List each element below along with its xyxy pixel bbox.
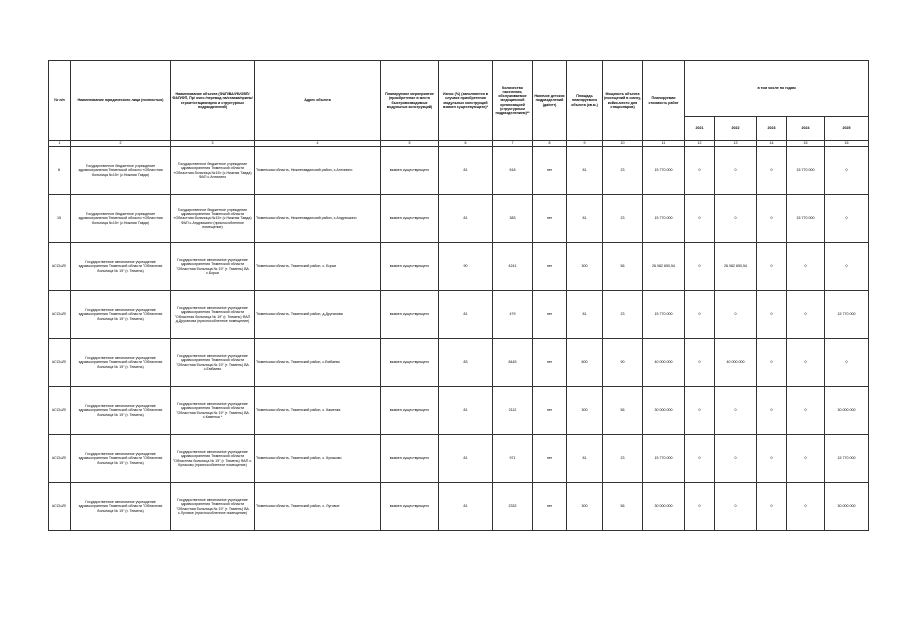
table-row — [49, 483, 869, 531]
year-2023-cell: 0 — [757, 147, 787, 195]
column-number: 4 — [255, 141, 381, 147]
planned-measure-cell: взамен существующего — [381, 291, 439, 339]
address-cell: Тюменская область, Тюменский район, с.Ембаево — [255, 339, 381, 387]
capacity-cell: 23 — [603, 147, 643, 195]
header-year-2024: 2024 — [787, 117, 825, 141]
year-2022-cell: 40 000 000 — [715, 339, 757, 387]
header-planned-measure: Планируемое мероприятие (приобретение в место быстровозводимых модульных конструкций) — [381, 61, 439, 141]
table-row — [49, 387, 869, 435]
population-cell: 8445 — [493, 339, 533, 387]
planned-measure-cell: взамен существующего — [381, 195, 439, 243]
year-2021-cell: 0 — [685, 195, 715, 243]
capacity-cell: 90 — [603, 339, 643, 387]
year-2024-cell: 15 770 000 — [787, 147, 825, 195]
header-children: Наличие детских подразделений (да/нет) — [533, 61, 567, 141]
year-2023-cell: 0 — [757, 243, 787, 291]
cost-cell: 40 000 000 — [643, 339, 685, 387]
column-number: 3 — [171, 141, 255, 147]
year-2025-cell: 30 000 000 — [825, 483, 869, 531]
planned-measure-cell: взамен существующего — [381, 243, 439, 291]
year-2023-cell: 0 — [757, 195, 787, 243]
year-2021-cell: 0 — [685, 483, 715, 531]
table-row — [49, 195, 869, 243]
object-name-cell: Государственное бюджетное учреждение здравоохранения Тюменской области «Областная больница №15» (с.Нижняя Тавда) ФАП с.Антипино — [171, 147, 255, 195]
object-name-cell: Государственное автономное учреждение здравоохранения Тюменской области "Областная больница № 19" (г. Тюмень) ВА с.Луговое (приспособленное помещение) — [171, 483, 255, 531]
wear-cell: 83 — [439, 339, 493, 387]
year-2025-cell: 0 — [825, 243, 869, 291]
header-by-years: в том числе по годам — [685, 61, 869, 117]
year-2022-cell: 0 — [715, 147, 757, 195]
year-2021-cell: 0 — [685, 387, 715, 435]
wear-cell: 81 — [439, 147, 493, 195]
table-row — [49, 339, 869, 387]
population-cell: 4241 — [493, 243, 533, 291]
year-2021-cell: 0 — [685, 147, 715, 195]
population-cell: 2332 — [493, 483, 533, 531]
investment-table — [48, 60, 869, 531]
header-object-name: Наименование объекта (ФАП/ВА/УБ/ОВП/ФАП/ФП, Пр/ очно /перевод на/ставка/прием/строит/стационарно и структурных подразделений) — [171, 61, 255, 141]
legal-entity-cell: Государственное бюджетное учреждение здравоохранения Тюменской области «Областная больница №15» (с.Нижняя Тавда) — [71, 147, 171, 195]
cost-cell: 15 770 000 — [643, 195, 685, 243]
cost-cell: 15 770 000 — [643, 147, 685, 195]
year-2021-cell: 0 — [685, 339, 715, 387]
object-name-cell: Государственное автономное учреждение здравоохранения Тюменской области "Областная больница № 19" (г. Тюмень) ФАП с. Кулаково (приспособленное помещение) — [171, 435, 255, 483]
header-year-2021: 2021 — [685, 117, 715, 141]
population-cell: 383 — [493, 195, 533, 243]
row-number: #ССЫЛ! — [49, 243, 71, 291]
capacity-cell: 23 — [603, 291, 643, 339]
year-2021-cell: 0 — [685, 435, 715, 483]
column-number: 13 — [715, 141, 757, 147]
capacity-cell: 56 — [603, 387, 643, 435]
year-2023-cell: 0 — [757, 339, 787, 387]
year-2023-cell: 0 — [757, 435, 787, 483]
legal-entity-cell: Государственное бюджетное учреждение здравоохранения Тюменской области «Областная больница №15» (с.Нижняя Тавда) — [71, 195, 171, 243]
year-2022-cell: 0 — [715, 195, 757, 243]
year-2024-cell: 0 — [787, 243, 825, 291]
year-2024-cell: 0 — [787, 435, 825, 483]
header-wear: Износ (%) (заполняется в случаях приобретения модульных конструкций взамен существующего)* — [439, 61, 493, 141]
children-cell: нет — [533, 483, 567, 531]
cost-cell: 30 000 000 — [643, 483, 685, 531]
children-cell: нет — [533, 339, 567, 387]
header-area: Площадь планируемого объекта (кв.м.) — [567, 61, 603, 141]
population-cell: 971 — [493, 435, 533, 483]
header-cost: Планируемая стоимость работ — [643, 61, 685, 141]
year-2024-cell: 0 — [787, 339, 825, 387]
wear-cell: 81 — [439, 483, 493, 531]
column-number: 15 — [787, 141, 825, 147]
table-body — [49, 147, 869, 531]
capacity-cell: 23 — [603, 195, 643, 243]
table-row — [49, 243, 869, 291]
object-name-cell: Государственное бюджетное учреждение здравоохранения Тюменской области «Областная больница №15» (с.Нижняя Тавда) ФАП с.Андрюшино (приспособленное помещение) — [171, 195, 255, 243]
column-number: 12 — [685, 141, 715, 147]
legal-entity-cell: Государственное автономное учреждение здравоохранения Тюменской области "Областная больница № 19" (г. Тюмень) — [71, 387, 171, 435]
column-number: 1 — [49, 141, 71, 147]
column-number: 5 — [381, 141, 439, 147]
capacity-cell: 23 — [603, 435, 643, 483]
area-cell: 600 — [567, 339, 603, 387]
population-cell: 2112 — [493, 387, 533, 435]
wear-cell: 81 — [439, 435, 493, 483]
year-2023-cell: 0 — [757, 387, 787, 435]
year-2022-cell: 0 — [715, 387, 757, 435]
year-2021-cell: 0 — [685, 291, 715, 339]
children-cell: нет — [533, 387, 567, 435]
column-number: 14 — [757, 141, 787, 147]
year-2024-cell: 15 770 000 — [787, 195, 825, 243]
legal-entity-cell: Государственное автономное учреждение здравоохранения Тюменской области "Областная больница № 19" (г. Тюмень) — [71, 243, 171, 291]
legal-entity-cell: Государственное автономное учреждение здравоохранения Тюменской области "Областная больница № 19" (г. Тюмень) — [71, 339, 171, 387]
wear-cell: 90 — [439, 243, 493, 291]
area-cell: 300 — [567, 243, 603, 291]
children-cell: нет — [533, 291, 567, 339]
column-number: 9 — [567, 141, 603, 147]
children-cell: нет — [533, 243, 567, 291]
cost-cell: 15 770 000 — [643, 435, 685, 483]
address-cell: Тюменская область, Тюменский район, д.Друганова — [255, 291, 381, 339]
year-2022-cell: 26 082 650,54 — [715, 243, 757, 291]
row-number: #ССЫЛ! — [49, 483, 71, 531]
planned-measure-cell: взамен существующего — [381, 147, 439, 195]
row-number: #ССЫЛ! — [49, 339, 71, 387]
header-year-2022: 2022 — [715, 117, 757, 141]
address-cell: Тюменская область, Нижнетавдинский район, с.Андрюшино — [255, 195, 381, 243]
year-2023-cell: 0 — [757, 483, 787, 531]
column-number: 7 — [493, 141, 533, 147]
year-2024-cell: 0 — [787, 387, 825, 435]
object-name-cell: Государственное автономное учреждение здравоохранения Тюменской области "Областная больница № 19" (г. Тюмень) ФАП д.Друганова (приспособленное помещение) — [171, 291, 255, 339]
address-cell: Тюменская область, Тюменский район, с. Борки — [255, 243, 381, 291]
address-cell: Тюменская область, Тюменский район, с. Луговое — [255, 483, 381, 531]
year-2022-cell: 0 — [715, 435, 757, 483]
children-cell: нет — [533, 147, 567, 195]
year-2025-cell: 30 000 000 — [825, 387, 869, 435]
column-number: 16 — [825, 141, 869, 147]
area-cell: 300 — [567, 483, 603, 531]
wear-cell: 81 — [439, 291, 493, 339]
column-number: 8 — [533, 141, 567, 147]
header-population: Количество населения, обслуживаемое медицинской организацией (структурным подразделением)** — [493, 61, 533, 141]
planned-measure-cell: взамен существующего — [381, 483, 439, 531]
planned-measure-cell: взамен существующего — [381, 435, 439, 483]
population-cell: 618 — [493, 147, 533, 195]
wear-cell: 81 — [439, 195, 493, 243]
address-cell: Тюменская область, Тюменский район, с. Кулаково — [255, 435, 381, 483]
row-number: #ССЫЛ! — [49, 291, 71, 339]
header-year-2025: 2025 — [825, 117, 869, 141]
header-num: № п/п — [49, 61, 71, 141]
table-row — [49, 435, 869, 483]
year-2022-cell: 0 — [715, 291, 757, 339]
year-2025-cell: 0 — [825, 147, 869, 195]
area-cell: 300 — [567, 387, 603, 435]
object-name-cell: Государственное автономное учреждение здравоохранения Тюменской области "Областная больница № 19" (г. Тюмень) ВА с.Каменка * — [171, 387, 255, 435]
column-number: 2 — [71, 141, 171, 147]
cost-cell: 26 082 650,54 — [643, 243, 685, 291]
year-2021-cell: 0 — [685, 243, 715, 291]
wear-cell: 81 — [439, 387, 493, 435]
area-cell: 81 — [567, 435, 603, 483]
year-2024-cell: 0 — [787, 291, 825, 339]
planned-measure-cell: взамен существующего — [381, 387, 439, 435]
year-2022-cell: 0 — [715, 483, 757, 531]
legal-entity-cell: Государственное автономное учреждение здравоохранения Тюменской области "Областная больница № 19" (г. Тюмень) — [71, 435, 171, 483]
year-2025-cell: 0 — [825, 195, 869, 243]
header-row — [49, 61, 869, 117]
row-number: 15 — [49, 195, 71, 243]
object-name-cell: Государственное автономное учреждение здравоохранения Тюменской области "Областная больница № 19" (г. Тюмень) ВА с.Ембаево — [171, 339, 255, 387]
year-2023-cell: 0 — [757, 291, 787, 339]
column-number: 6 — [439, 141, 493, 147]
header-capacity: Мощность объекта (посещений в смену, койко-место для стационаров) — [603, 61, 643, 141]
object-name-cell: Государственное автономное учреждение здравоохранения Тюменской области "Областная больница № 19" (г. Тюмень) ВА с.Борки — [171, 243, 255, 291]
capacity-cell: 56 — [603, 243, 643, 291]
year-2025-cell: 15 770 000 — [825, 435, 869, 483]
area-cell: 81 — [567, 291, 603, 339]
cost-cell: 15 770 000 — [643, 291, 685, 339]
table-row — [49, 147, 869, 195]
area-cell: 81 — [567, 147, 603, 195]
address-cell: Тюменская область, Нижнетавдинский район, с.Антипино — [255, 147, 381, 195]
table-row — [49, 291, 869, 339]
year-2025-cell: 0 — [825, 339, 869, 387]
children-cell: нет — [533, 195, 567, 243]
year-2025-cell: 15 770 000 — [825, 291, 869, 339]
row-number: 8 — [49, 147, 71, 195]
planned-measure-cell: взамен существующего — [381, 339, 439, 387]
row-number: #ССЫЛ! — [49, 435, 71, 483]
header-address: Адрес объекта — [255, 61, 381, 141]
header-legal-entity: Наименование юридического лица (полностью) — [71, 61, 171, 141]
legal-entity-cell: Государственное автономное учреждение здравоохранения Тюменской области "Областная больница № 19" (г. Тюмень) — [71, 483, 171, 531]
children-cell: нет — [533, 435, 567, 483]
cost-cell: 30 000 000 — [643, 387, 685, 435]
area-cell: 81 — [567, 195, 603, 243]
year-2024-cell: 0 — [787, 483, 825, 531]
legal-entity-cell: Государственное автономное учреждение здравоохранения Тюменской области "Областная больница № 19" (г. Тюмень) — [71, 291, 171, 339]
capacity-cell: 56 — [603, 483, 643, 531]
population-cell: 479 — [493, 291, 533, 339]
column-number: 10 — [603, 141, 643, 147]
column-number: 11 — [643, 141, 685, 147]
row-number: #ССЫЛ! — [49, 387, 71, 435]
header-year-2023: 2023 — [757, 117, 787, 141]
address-cell: Тюменская область, Тюменский район, с. Каменка — [255, 387, 381, 435]
